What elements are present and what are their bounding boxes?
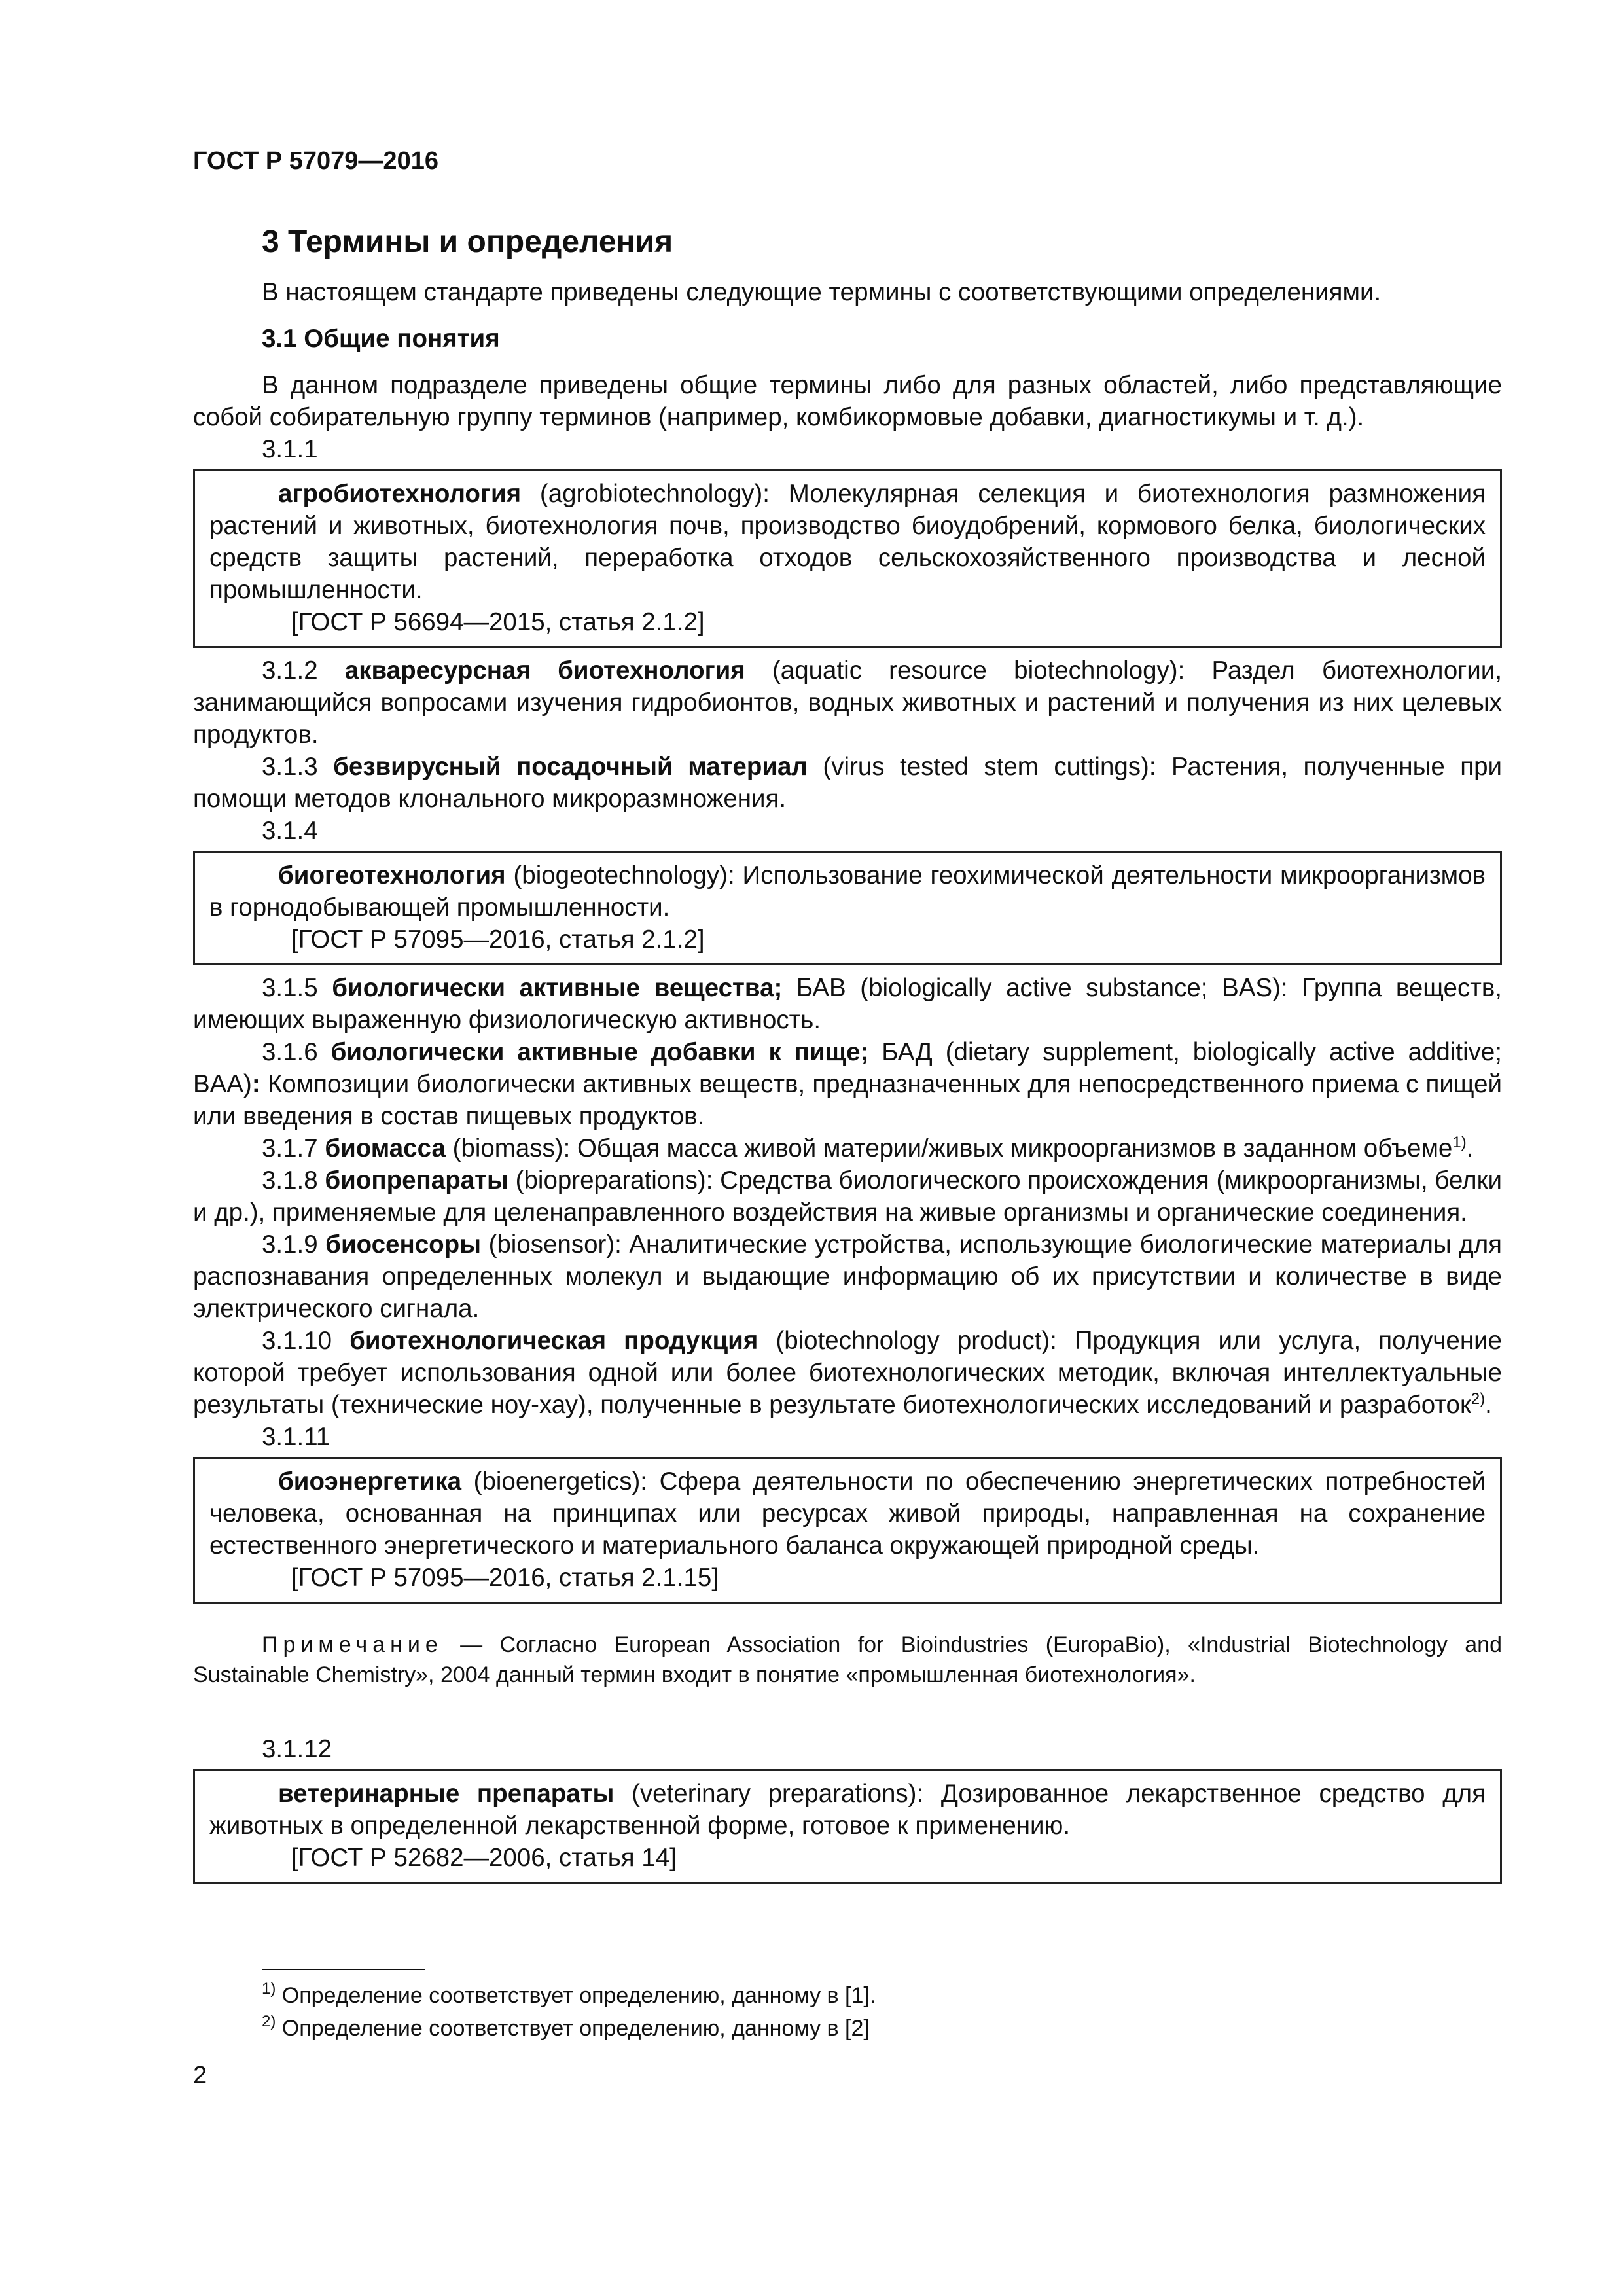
term-definition (193, 1132, 1502, 1164)
term-name: акваресурсная биотехнология (344, 656, 745, 685)
term-definition (193, 655, 1502, 751)
note (193, 1630, 1502, 1690)
footnote (262, 2013, 870, 2041)
term-name: биотехнологическая продукция (349, 1327, 758, 1355)
term-number: 3.1.6 (262, 1038, 331, 1066)
term-definition (193, 1229, 1502, 1325)
section-intro: В настоящем стандарте приведены следующие термины с соответствующими определениями. (262, 278, 1382, 306)
term-text: (agrobiotechnology): Молекулярная селекция и биотехнология размножения растений и животных, биотехнология почв, производство биоудобрений, кормового белка, биологических средств защиты растений, переработка отходов сельскохозяйственного производства и лесной промышленности. (209, 480, 1486, 604)
footnote-mark: 2) (1471, 1390, 1486, 1408)
section-title: 3 Термины и определения (262, 224, 673, 259)
note-text: — Согласно European Association for Bioindustries (EuropaBio), «Industrial Biotechnology and Sustainable Chemistry», 2004 данный термин входит в понятие «промышленная биотехнология». (193, 1632, 1502, 1687)
term-number: 3.1.5 (262, 974, 332, 1002)
subsection-title: 3.1 Общие понятия (262, 325, 500, 353)
term-name: ветеринарные препараты (278, 1780, 615, 1808)
term-text: (virus tested stem cuttings): Растения, полученные при помощи методов клонального микроразмножения. (193, 753, 1502, 813)
term-text: (bioenergetics): Сфера деятельности по обеспечению энергетических потребностей человека, основанная на принципах или ресурсах живой природы, направленная на сохранение естественного энергетического и материального баланса окружающей природной среды. (209, 1467, 1486, 1560)
term-end: . (1485, 1391, 1492, 1419)
term-box (193, 1769, 1502, 1884)
term-number: 3.1.11 (262, 1423, 330, 1451)
term-number: 3.1.3 (262, 753, 334, 781)
footnote-text: Определение соответствует определению, данному в [1]. (276, 1983, 876, 2008)
term-name: биопрепараты (325, 1166, 508, 1194)
term-text: (biogeotechnology): Использование геохимической деятельности микроорганизмов в горнодобывающей промышленности. (209, 861, 1486, 922)
term-text: Композиции биологически активных веществ, предназначенных для непосредственного приема с пищей или введения в состав пищевых продуктов. (193, 1070, 1502, 1130)
term-reference: [ГОСТ Р 52682—2006, статья 14] (291, 1844, 677, 1872)
term-name: биомасса (325, 1134, 446, 1162)
term-box (193, 469, 1502, 648)
footnote-mark: 1) (262, 1980, 276, 1998)
subsection-intro: В данном подразделе приведены общие термины либо для разных областей, либо представляющие собой собирательную группу терминов (например, комбикормовые добавки, диагностикумы и т. д.). (193, 371, 1502, 431)
term-text: (biosensor): Аналитические устройства, использующие биологические материалы для распознавания определенных молекул и выдающие информацию об их присутствии и количестве в виде электрического сигнала. (193, 1230, 1503, 1323)
page-content (193, 223, 1502, 1890)
term-definition (193, 751, 1502, 815)
term-name: биологически активные добавки к пище; (330, 1038, 869, 1066)
footnote (262, 1980, 876, 2009)
document-header: ГОСТ Р 57079—2016 (193, 147, 438, 175)
term-number: 3.1.4 (262, 817, 318, 845)
term-number: 3.1.1 (262, 435, 318, 463)
note-label: Примечание (262, 1632, 443, 1657)
term-definition (209, 478, 1486, 606)
term-definition (193, 1325, 1502, 1421)
term-name: биогеотехнология (278, 861, 506, 889)
term-definition (193, 1164, 1502, 1229)
term-text: БАД (dietary supplement, biologically active additive; BAA) (193, 1038, 1503, 1098)
term-name: биологически активные вещества; (332, 974, 783, 1002)
term-number: 3.1.10 (262, 1327, 350, 1355)
term-number: 3.1.8 (262, 1166, 325, 1194)
term-definition (209, 859, 1486, 924)
term-number: 3.1.7 (262, 1134, 325, 1162)
term-text: БАВ (biologically active substance; BAS): Группа веществ, имеющих выраженную физиологическую активность. (193, 974, 1502, 1034)
term-name: безвирусный посадочный материал (333, 753, 808, 781)
term-colon: : (251, 1070, 260, 1098)
term-definition (193, 1036, 1502, 1132)
term-text: (biopreparations): Средства биологического происхождения (микроорганизмы, белки и др.), применяемые для целенаправленного воздействия на живые организмы и органические соединения. (193, 1166, 1502, 1227)
term-name: агробиотехнология (278, 480, 522, 508)
page-number: 2 (193, 2062, 207, 2089)
term-end: . (1466, 1134, 1474, 1162)
term-name: биосенсоры (325, 1230, 482, 1259)
term-text: (biotechnology product): Продукция или услуга, получение которой требует использования одной или более биотехнологических методик, включая интеллектуальные результаты (технические ноу-хау), полученные в результате биотехнологических исследований и разработок (193, 1327, 1502, 1419)
term-number: 3.1.12 (262, 1735, 332, 1763)
footnote-mark: 1) (1452, 1134, 1467, 1151)
term-text: (aquatic resource biotechnology): Раздел биотехнологии, занимающийся вопросами изучения гидробионтов, водных животных и растений и получения из них целевых продуктов. (193, 656, 1503, 749)
term-number: 3.1.2 (262, 656, 345, 685)
term-text: (biomass): Общая масса живой материи/живых микроорганизмов в заданном объеме (445, 1134, 1453, 1162)
term-definition (209, 1778, 1486, 1842)
footnote-mark: 2) (262, 2013, 276, 2030)
term-definition (193, 972, 1502, 1036)
term-name: биоэнергетика (278, 1467, 462, 1496)
term-box (193, 1457, 1502, 1604)
term-number: 3.1.9 (262, 1230, 326, 1259)
term-reference: [ГОСТ Р 57095—2016, статья 2.1.2] (291, 925, 705, 954)
term-box (193, 851, 1502, 965)
term-reference: [ГОСТ Р 57095—2016, статья 2.1.15] (291, 1564, 719, 1592)
term-text: (veterinary preparations): Дозированное лекарственное средство для животных в определенной лекарственной форме, готовое к применению. (209, 1780, 1486, 1840)
footnote-text: Определение соответствует определению, данному в [2] (276, 2016, 870, 2041)
term-definition (209, 1465, 1486, 1562)
term-reference: [ГОСТ Р 56694—2015, статья 2.1.2] (291, 608, 705, 636)
footnote-separator (262, 1969, 425, 1970)
